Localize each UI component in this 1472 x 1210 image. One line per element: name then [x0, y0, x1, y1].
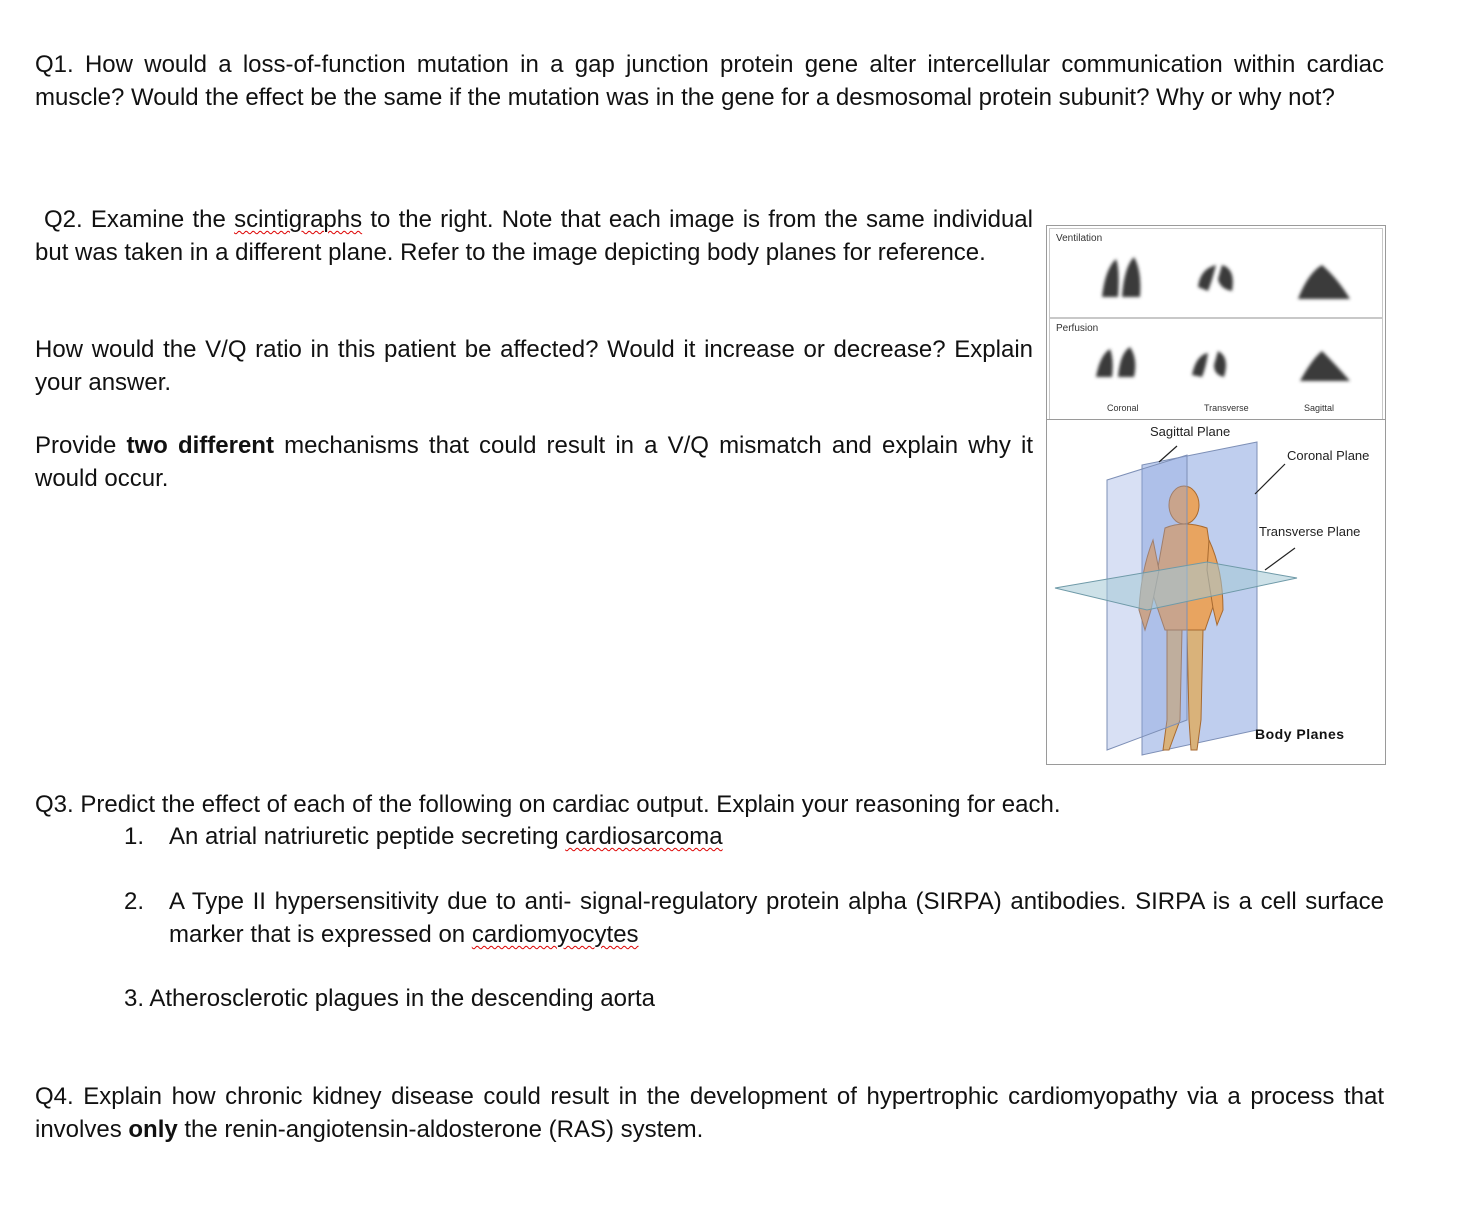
ventilation-label: Ventilation	[1056, 233, 1103, 244]
ventilation-transverse-left	[1198, 265, 1216, 291]
body-planes-figure	[1046, 419, 1386, 765]
question-1	[35, 48, 1384, 114]
q3-item-2	[169, 885, 1384, 951]
ventilation-coronal-left-lung	[1102, 259, 1119, 297]
axis-label-transverse: Transverse	[1204, 403, 1249, 413]
q2-scintigraphs-word: scintigraphs	[234, 206, 363, 233]
body-planes-title: Body Planes	[1255, 726, 1345, 742]
ventilation-sagittal-lung	[1298, 265, 1350, 299]
scintigraph-figure	[1046, 225, 1386, 421]
question-4	[35, 1080, 1384, 1146]
q4-prefix: Q4. Explain how chronic kidney disease could result in the development of hypertrophic cardiomyopathy via a process that involves	[35, 1083, 1384, 1143]
coronal-arrow	[1255, 464, 1285, 494]
q4-bold-only: only	[128, 1116, 178, 1143]
transverse-plane-label: Transverse Plane	[1259, 524, 1361, 539]
perfusion-coronal-right-lung	[1118, 347, 1135, 377]
ventilation-scans	[1050, 229, 1382, 317]
axis-label-coronal: Coronal	[1107, 403, 1139, 413]
perfusion-coronal-left-lung	[1096, 349, 1113, 377]
q2-question: How would the V/Q ratio in this patient be affected? Would it increase or decrease? Explain your answer.	[35, 336, 1033, 396]
q3-cardiomyocytes-word: cardiomyocytes	[471, 921, 639, 948]
q2-suffix: to the right. Note that each image is from the same individual but was taken in a different plane. Refer to the image depicting body planes for reference.	[35, 206, 1033, 266]
coronal-plane-label: Coronal Plane	[1287, 448, 1370, 463]
sagittal-plane-label: Sagittal Plane	[1150, 424, 1231, 439]
question-2-mechanisms	[35, 429, 1033, 495]
transverse-arrow	[1265, 548, 1295, 570]
q3-item-2-text: A Type II hypersensitivity due to anti- signal-regulatory protein alpha (SIRPA) antibodies. SIRPA is a cell surface marker that is expressed on	[169, 888, 1384, 948]
body-planes-illustration	[1047, 420, 1385, 764]
question-3-intro	[35, 788, 1235, 821]
perfusion-label: Perfusion	[1056, 323, 1099, 334]
transverse-plane	[1055, 562, 1297, 610]
q2-mech-bold: two different	[126, 432, 274, 459]
q3-item-1	[124, 820, 1324, 853]
q4-suffix: the renin-angiotensin-aldosterone (RAS) system.	[177, 1116, 704, 1143]
perfusion-row	[1049, 318, 1383, 420]
question-2-intro	[35, 203, 1033, 269]
perfusion-transverse-right	[1214, 351, 1226, 377]
q2-prefix: Q2. Examine the	[44, 206, 235, 233]
ventilation-transverse-right	[1218, 265, 1233, 291]
q3-intro-text: Q3. Predict the effect of each of the following on cardiac output. Explain your reasoning for each.	[35, 791, 1061, 818]
q3-item-1-text: An atrial natriuretic peptide secreting	[169, 823, 566, 850]
q3-item-2-number: 2.	[124, 888, 145, 915]
question-2-vq	[35, 333, 1033, 399]
ventilation-row	[1049, 228, 1383, 318]
q3-cardiosarcoma-word: cardiosarcoma	[565, 823, 723, 850]
q3-item-3-text: 3. Atherosclerotic plagues in the descending aorta	[124, 985, 656, 1012]
question-1-text: Q1. How would a loss-of-function mutation in a gap junction protein gene alter intercellular communication within cardiac muscle? Would the effect be the same if the mutation was in the gene for a desmosomal protein subunit? Why or why not?	[35, 51, 1384, 111]
perfusion-transverse-left	[1192, 353, 1208, 377]
q3-item-3	[124, 982, 1324, 1015]
q2-mech-prefix: Provide	[35, 432, 127, 459]
q2-mech-suffix: mechanisms that could result in a V/Q mismatch and explain why it would occur.	[35, 432, 1033, 492]
axis-label-sagittal: Sagittal	[1304, 403, 1335, 413]
ventilation-coronal-right-lung	[1122, 257, 1140, 297]
q3-item-2-number-wrap	[124, 885, 164, 918]
perfusion-sagittal-lung	[1300, 351, 1350, 381]
q3-item-1-number: 1.	[124, 823, 145, 850]
